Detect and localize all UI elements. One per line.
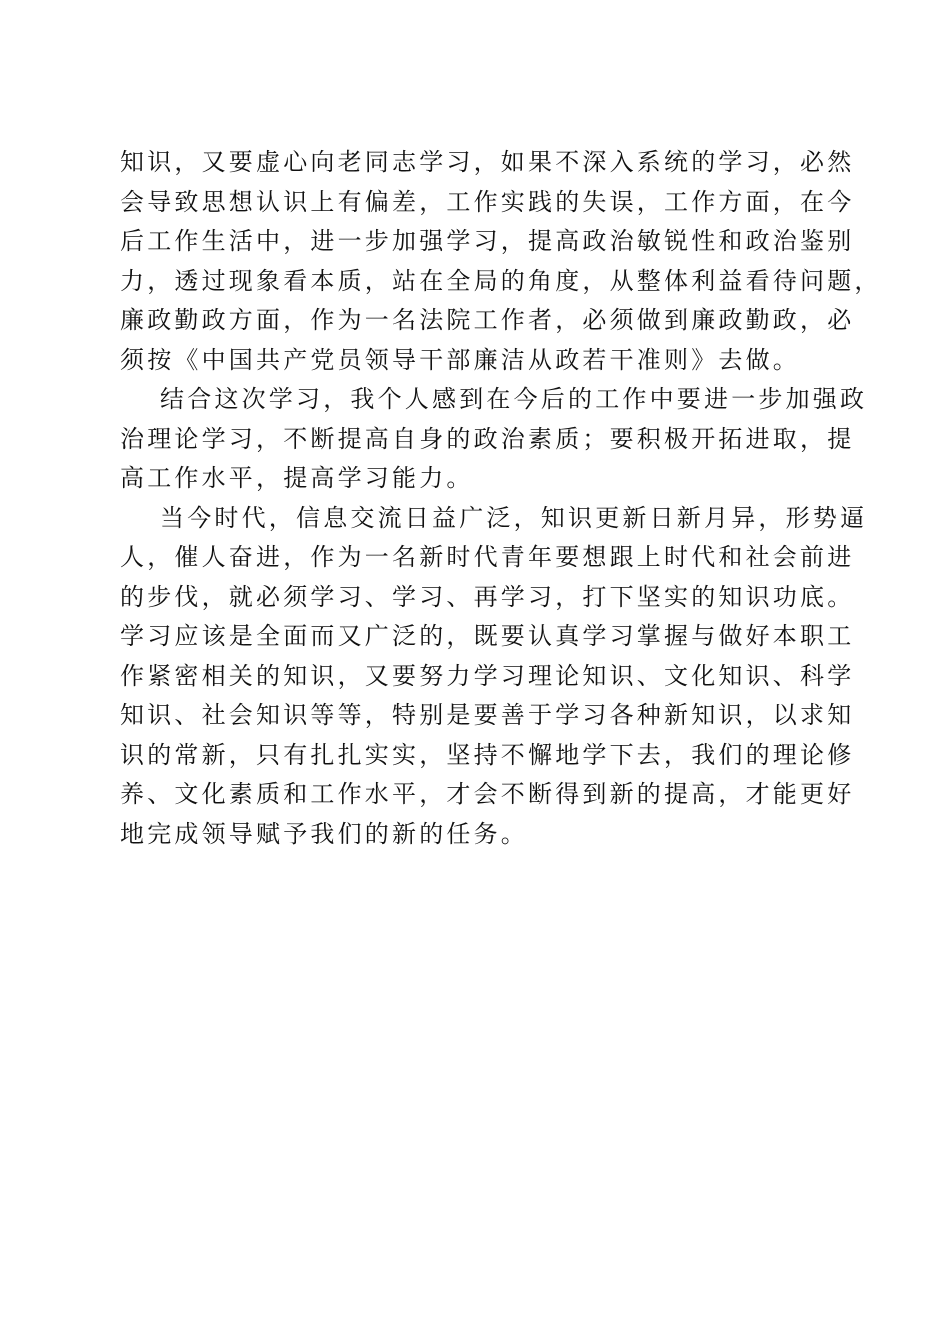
paragraph-line: 知识，又要虚心向老同志学习，如果不深入系统的学习，必然 bbox=[120, 148, 855, 176]
paragraph-line: 当今时代，信息交流日益广泛，知识更新日新月异，形势逼 bbox=[160, 503, 868, 532]
paragraph-line: 须按《中国共产党员领导干部廉洁从政若干准则》去做。 bbox=[120, 345, 800, 374]
paragraph-line: 人，催人奋进，作为一名新时代青年要想跟上时代和社会前进 bbox=[120, 543, 855, 571]
paragraph-line: 会导致思想认识上有偏差，工作实践的失误，工作方面，在今 bbox=[120, 187, 855, 216]
paragraph-line: 养、文化素质和工作水平，才会不断得到新的提高，才能更好 bbox=[120, 780, 855, 808]
paragraph-line: 学习应该是全面而又广泛的，既要认真学习掌握与做好本职工 bbox=[120, 622, 855, 650]
paragraph-3 bbox=[120, 499, 868, 855]
paragraph-line: 地完成领导赋予我们的新的任务。 bbox=[120, 819, 528, 848]
paragraph-2 bbox=[120, 380, 868, 499]
paragraph-line: 识的常新，只有扎扎实实，坚持不懈地学下去，我们的理论修 bbox=[120, 740, 855, 769]
paragraph-1 bbox=[120, 143, 882, 380]
paragraph-line: 的步伐，就必须学习、学习、再学习，打下坚实的知识功底。 bbox=[120, 582, 855, 611]
paragraph-line: 后工作生活中，进一步加强学习，提高政治敏锐性和政治鉴别 bbox=[120, 227, 855, 255]
paragraph-line: 作紧密相关的知识，又要努力学习理论知识、文化知识、科学 bbox=[120, 661, 855, 690]
paragraph-line: 知识、社会知识等等，特别是要善于学习各种新知识，以求知 bbox=[120, 701, 855, 729]
paragraph-line: 治理论学习，不断提高自身的政治素质；要积极开拓进取，提 bbox=[120, 424, 855, 453]
paragraph-line: 高工作水平，提高学习能力。 bbox=[120, 464, 474, 492]
paragraph-line: 结合这次学习，我个人感到在今后的工作中要进一步加强政 bbox=[160, 385, 868, 413]
document-body bbox=[120, 143, 882, 854]
paragraph-line: 力，透过现象看本质，站在全局的角度，从整体利益看待问题， bbox=[120, 266, 882, 295]
paragraph-line: 廉政勤政方面，作为一名法院工作者，必须做到廉政勤政，必 bbox=[120, 306, 855, 334]
